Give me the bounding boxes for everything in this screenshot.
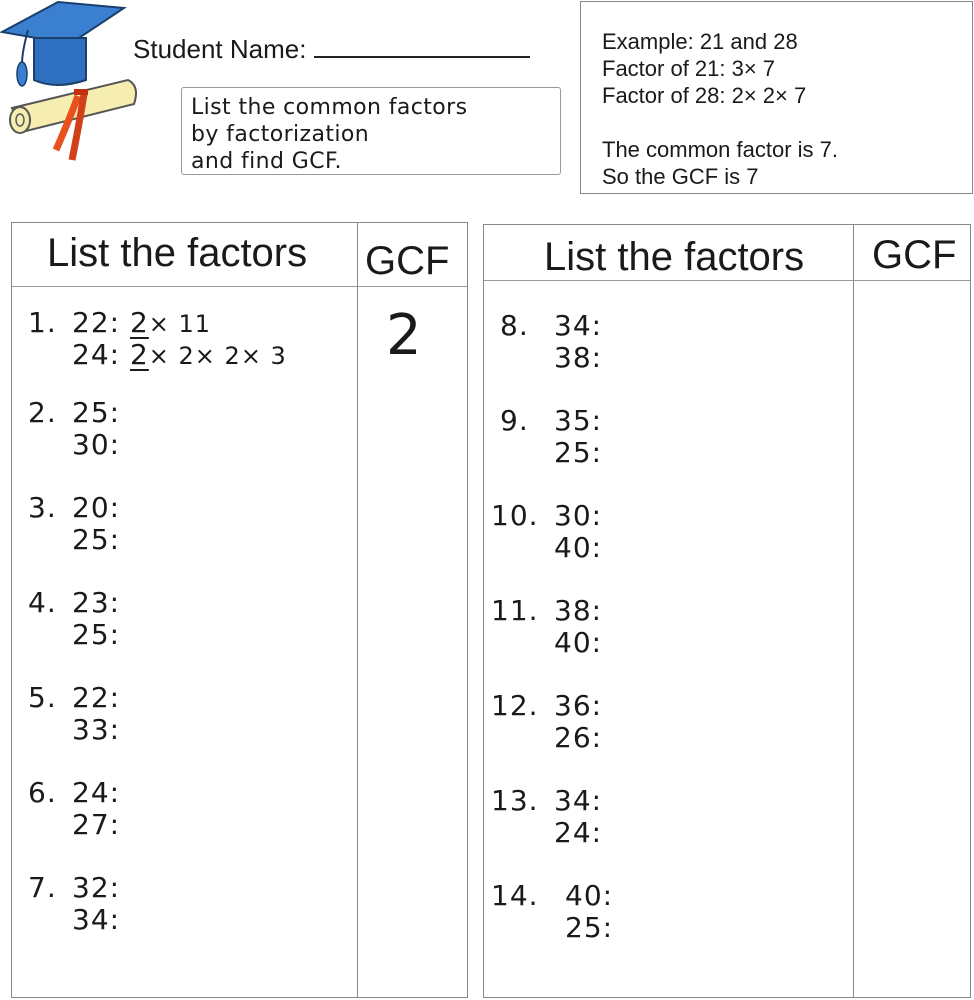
number-a: 20:	[72, 491, 121, 524]
instruction-line: by factorization	[191, 122, 370, 147]
number-b: 40:	[554, 531, 603, 564]
problem-number: 9.	[500, 404, 529, 437]
problem-item[interactable]	[491, 785, 602, 849]
example-line: Factor of 21: 3× 7	[602, 56, 776, 81]
number-b: 25:	[72, 618, 121, 651]
problem-number: 8.	[500, 309, 529, 342]
number-b: 33:	[72, 713, 121, 746]
common-factor: 2	[129, 338, 149, 371]
problem-number: 13.	[491, 784, 539, 817]
worksheet-panel-right	[483, 224, 971, 998]
number-a: 25:	[72, 396, 121, 429]
header-gcf: GCF	[365, 239, 450, 283]
problem-number: 3.	[28, 491, 57, 524]
problem-item[interactable]	[491, 500, 602, 564]
problem-item[interactable]	[491, 595, 602, 659]
problem-item[interactable]	[500, 405, 602, 469]
problem-item[interactable]	[491, 880, 613, 944]
number-b: 26:	[554, 721, 603, 754]
factors-rest: × 11	[148, 310, 212, 338]
number-b: 30:	[72, 428, 121, 461]
problem-item[interactable]	[491, 690, 602, 754]
problem-item[interactable]	[28, 872, 120, 936]
problem-number: 1.	[28, 306, 57, 339]
number-a: 22:	[72, 681, 121, 714]
header-gcf: GCF	[872, 233, 957, 277]
number-b: 25:	[554, 436, 603, 469]
problem-number: 5.	[28, 681, 57, 714]
instructions-box	[181, 87, 561, 175]
common-factor: 2	[129, 306, 149, 339]
number-a: 22:	[72, 306, 121, 339]
example-line	[602, 109, 972, 136]
gcf-answer: 2	[386, 303, 422, 368]
problem-item[interactable]	[500, 310, 602, 374]
example-box	[580, 1, 973, 194]
instruction-line: List the common factors	[191, 95, 468, 120]
problem-number: 11.	[491, 594, 539, 627]
number-a: 32:	[72, 871, 121, 904]
example-line: Example: 21 and 28	[602, 29, 798, 54]
number-b: 34:	[72, 903, 121, 936]
problem-number: 10.	[491, 499, 539, 532]
problem-item[interactable]	[28, 587, 120, 651]
number-b: 40:	[554, 626, 603, 659]
number-b: 24:	[554, 816, 603, 849]
number-b: 24:	[72, 338, 121, 371]
number-a: 23:	[72, 586, 121, 619]
column-divider	[853, 225, 854, 997]
example-line: The common factor is 7.	[602, 137, 838, 162]
number-a: 40:	[565, 879, 614, 912]
factors-rest: × 2× 2× 3	[148, 342, 287, 370]
instruction-line: and find GCF.	[191, 149, 342, 174]
number-b: 38:	[554, 341, 603, 374]
problem-number: 14.	[491, 879, 539, 912]
number-a: 35:	[554, 404, 603, 437]
header-list-factors: List the factors	[47, 231, 308, 275]
problem-number: 4.	[28, 586, 57, 619]
problem-item[interactable]	[28, 682, 120, 746]
problem-sample	[28, 307, 287, 371]
problem-item[interactable]	[28, 397, 120, 461]
number-b: 25:	[565, 911, 614, 944]
number-a: 38:	[554, 594, 603, 627]
problem-number: 2.	[28, 396, 57, 429]
number-a: 24:	[72, 776, 121, 809]
problem-number: 6.	[28, 776, 57, 809]
column-divider	[357, 223, 358, 997]
problem-number: 12.	[491, 689, 539, 722]
student-name-line[interactable]	[314, 30, 530, 58]
problem-item[interactable]	[28, 492, 120, 556]
student-name-field[interactable]	[133, 30, 530, 65]
worksheet-panel-left	[11, 222, 468, 998]
example-line: So the GCF is 7	[602, 164, 759, 189]
header-divider	[12, 286, 467, 287]
header-divider	[484, 280, 970, 281]
problem-number: 7.	[28, 871, 57, 904]
graduation-cap-diploma-icon	[0, 0, 150, 170]
header-list-factors: List the factors	[544, 235, 805, 279]
number-a: 36:	[554, 689, 603, 722]
problem-item[interactable]	[28, 777, 120, 841]
student-name-label: Student Name:	[133, 34, 307, 64]
number-a: 34:	[554, 784, 603, 817]
number-a: 34:	[554, 309, 603, 342]
number-b: 25:	[72, 523, 121, 556]
number-a: 30:	[554, 499, 603, 532]
number-b: 27:	[72, 808, 121, 841]
example-line: Factor of 28: 2× 2× 7	[602, 83, 807, 108]
